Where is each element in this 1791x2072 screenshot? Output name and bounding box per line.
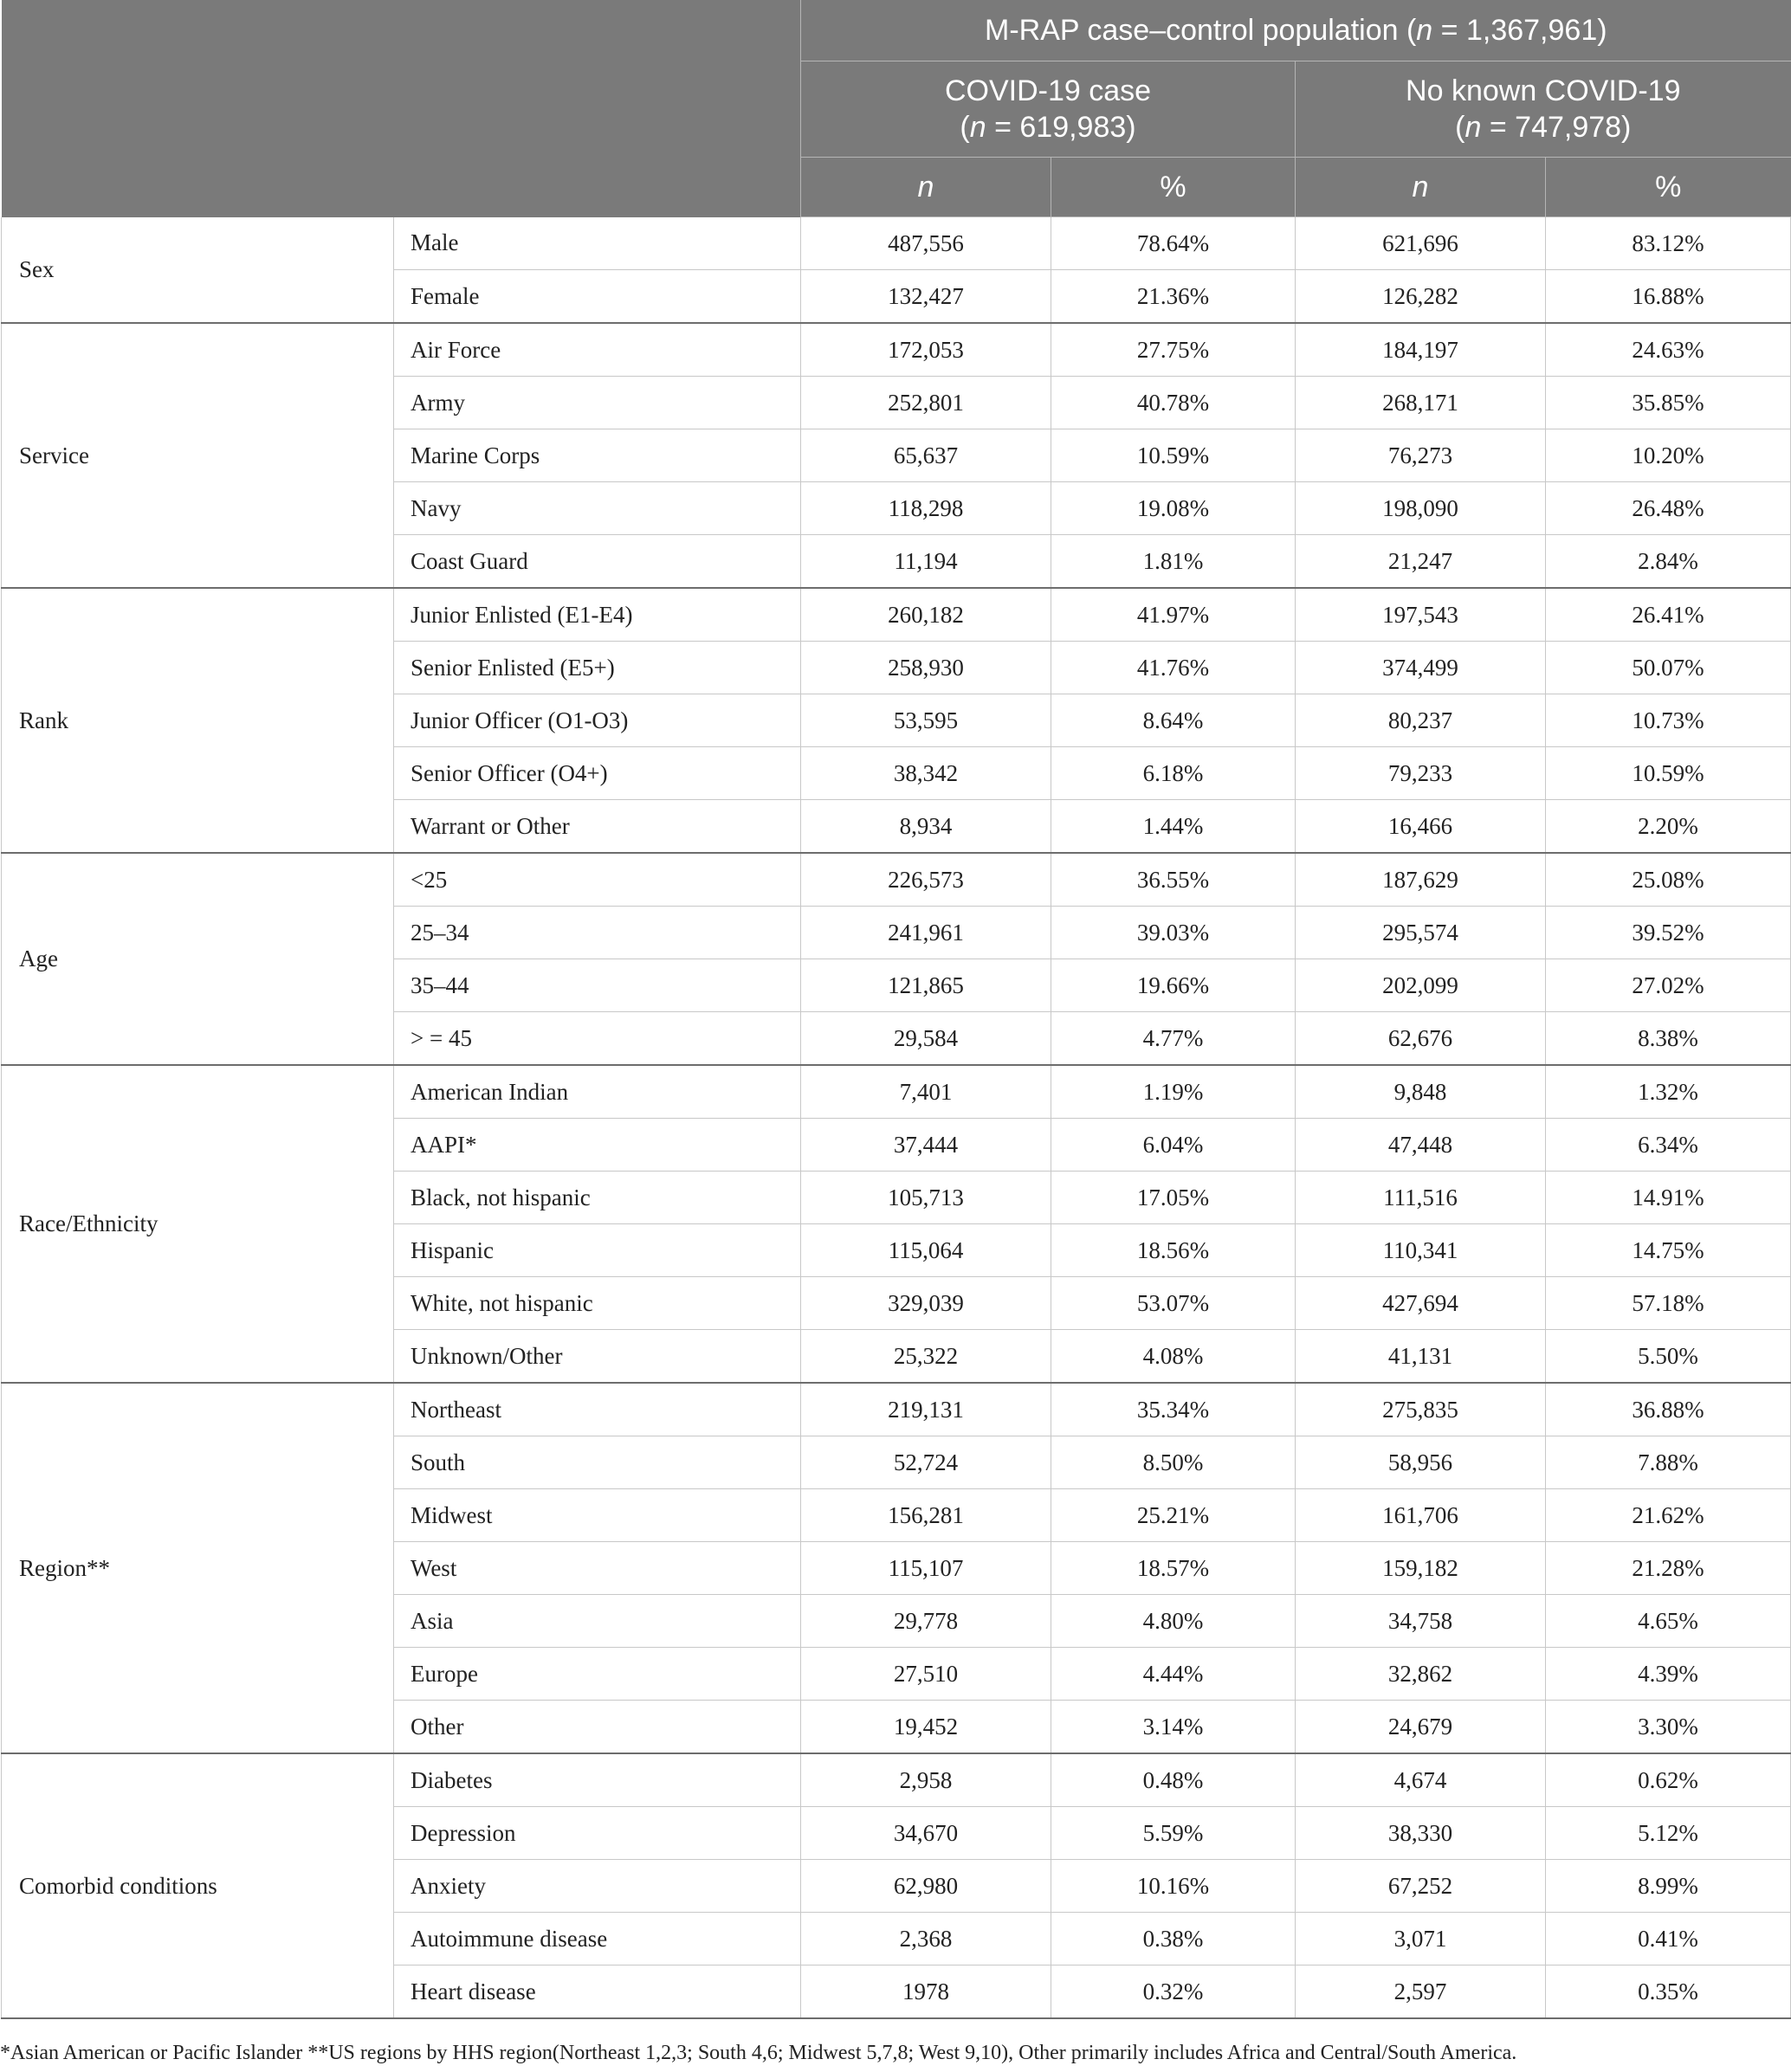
case-pct-cell: 0.48% [1051, 1753, 1296, 1807]
control-pct-cell: 4.65% [1546, 1595, 1791, 1648]
control-pct-cell: 36.88% [1546, 1383, 1791, 1436]
case-n-symbol: n [969, 111, 986, 144]
case-pct-cell: 36.55% [1051, 853, 1296, 907]
control-pct-cell: 5.12% [1546, 1807, 1791, 1860]
row-label: American Indian [394, 1065, 801, 1119]
case-n-cell: 219,131 [801, 1383, 1051, 1436]
control-pct-cell: 8.38% [1546, 1012, 1791, 1066]
control-pct-cell: 10.73% [1546, 694, 1791, 747]
row-label: > = 45 [394, 1012, 801, 1066]
control-pct-cell: 35.85% [1546, 377, 1791, 429]
case-pct-column-header: % [1051, 158, 1296, 217]
table-row [2, 1065, 1791, 1119]
case-n-cell: 226,573 [801, 853, 1051, 907]
control-n-cell: 275,835 [1296, 1383, 1546, 1436]
case-n-cell: 2,958 [801, 1753, 1051, 1807]
case-n-cell: 172,053 [801, 323, 1051, 377]
control-n-cell: 198,090 [1296, 482, 1546, 535]
population-suffix: = 1,367,961) [1432, 13, 1607, 47]
group-label: Race/Ethnicity [2, 1065, 394, 1383]
control-pct-cell: 7.88% [1546, 1436, 1791, 1489]
case-pct-cell: 0.32% [1051, 1965, 1296, 2019]
group-label: Service [2, 323, 394, 588]
demographics-table [1, 0, 1791, 2019]
control-n-cell: 16,466 [1296, 800, 1546, 854]
control-title: No known COVID-19 [1406, 74, 1681, 107]
control-n-cell: 58,956 [1296, 1436, 1546, 1489]
case-n-cell: 115,107 [801, 1542, 1051, 1595]
row-label: Autoimmune disease [394, 1913, 801, 1965]
case-n-cell: 2,368 [801, 1913, 1051, 1965]
control-group-header [1296, 61, 1791, 158]
population-n-symbol: n [1416, 13, 1433, 47]
table-header [2, 0, 1791, 217]
row-label: Warrant or Other [394, 800, 801, 854]
case-pct-cell: 40.78% [1051, 377, 1296, 429]
control-pct-cell: 1.32% [1546, 1065, 1791, 1119]
case-n-cell: 7,401 [801, 1065, 1051, 1119]
row-label: Senior Enlisted (E5+) [394, 642, 801, 694]
case-pct-cell: 8.64% [1051, 694, 1296, 747]
case-n-cell: 258,930 [801, 642, 1051, 694]
row-label: Northeast [394, 1383, 801, 1436]
case-pct-cell: 18.57% [1051, 1542, 1296, 1595]
row-label: Europe [394, 1648, 801, 1701]
population-header [801, 0, 1791, 61]
case-n-cell: 34,670 [801, 1807, 1051, 1860]
case-n-cell: 25,322 [801, 1330, 1051, 1384]
row-label: Asia [394, 1595, 801, 1648]
case-pct-cell: 53.07% [1051, 1277, 1296, 1330]
control-n-suffix: = 747,978) [1481, 111, 1632, 144]
control-n-cell: 374,499 [1296, 642, 1546, 694]
case-pct-cell: 19.08% [1051, 482, 1296, 535]
control-pct-cell: 16.88% [1546, 270, 1791, 324]
control-n-cell: 184,197 [1296, 323, 1546, 377]
control-n-cell: 268,171 [1296, 377, 1546, 429]
control-pct-cell: 25.08% [1546, 853, 1791, 907]
case-n-cell: 241,961 [801, 907, 1051, 959]
row-label: Junior Enlisted (E1-E4) [394, 588, 801, 642]
row-label: 25–34 [394, 907, 801, 959]
row-label: Navy [394, 482, 801, 535]
case-n-cell: 27,510 [801, 1648, 1051, 1701]
control-n-cell: 161,706 [1296, 1489, 1546, 1542]
case-group-header [801, 61, 1296, 158]
case-pct-cell: 4.80% [1051, 1595, 1296, 1648]
control-pct-cell: 57.18% [1546, 1277, 1791, 1330]
case-n-cell: 53,595 [801, 694, 1051, 747]
control-n-cell: 187,629 [1296, 853, 1546, 907]
case-pct-cell: 27.75% [1051, 323, 1296, 377]
control-n-cell: 80,237 [1296, 694, 1546, 747]
control-pct-cell: 2.20% [1546, 800, 1791, 854]
table-row [2, 217, 1791, 270]
control-pct-cell: 0.41% [1546, 1913, 1791, 1965]
case-n-cell: 487,556 [801, 217, 1051, 270]
control-pct-cell: 26.48% [1546, 482, 1791, 535]
case-pct-cell: 4.08% [1051, 1330, 1296, 1384]
control-n-cell: 126,282 [1296, 270, 1546, 324]
control-pct-cell: 24.63% [1546, 323, 1791, 377]
control-pct-cell: 50.07% [1546, 642, 1791, 694]
control-pct-cell: 8.99% [1546, 1860, 1791, 1913]
table-footnote: *Asian American or Pacific Islander **US regions by HHS region(Northeast 1,2,3; South 4,6; Midwest 5,7,8; West 9,10), Other primarily includes Africa and Central/South America. [0, 2042, 1517, 2064]
control-n-cell: 295,574 [1296, 907, 1546, 959]
case-n-cell: 11,194 [801, 535, 1051, 589]
table-row [2, 1753, 1791, 1807]
control-pct-cell: 0.62% [1546, 1753, 1791, 1807]
control-n-cell: 62,676 [1296, 1012, 1546, 1066]
control-n-cell: 110,341 [1296, 1224, 1546, 1277]
case-n-cell: 132,427 [801, 270, 1051, 324]
row-label: South [394, 1436, 801, 1489]
control-n-cell: 3,071 [1296, 1913, 1546, 1965]
row-label: Anxiety [394, 1860, 801, 1913]
control-pct-cell: 83.12% [1546, 217, 1791, 270]
control-n-cell: 41,131 [1296, 1330, 1546, 1384]
table-row [2, 1383, 1791, 1436]
case-pct-cell: 17.05% [1051, 1172, 1296, 1224]
case-pct-cell: 78.64% [1051, 217, 1296, 270]
case-pct-cell: 6.18% [1051, 747, 1296, 800]
control-n-cell: 111,516 [1296, 1172, 1546, 1224]
control-pct-cell: 0.35% [1546, 1965, 1791, 2019]
control-pct-cell: 5.50% [1546, 1330, 1791, 1384]
control-n-cell: 38,330 [1296, 1807, 1546, 1860]
control-n-cell: 9,848 [1296, 1065, 1546, 1119]
row-label: Diabetes [394, 1753, 801, 1807]
case-n-cell: 260,182 [801, 588, 1051, 642]
case-n-cell: 121,865 [801, 959, 1051, 1012]
case-n-cell: 37,444 [801, 1119, 1051, 1172]
group-label: Rank [2, 588, 394, 853]
row-label: West [394, 1542, 801, 1595]
control-pct-cell: 2.84% [1546, 535, 1791, 589]
table-body [2, 217, 1791, 2019]
control-n-cell: 2,597 [1296, 1965, 1546, 2019]
control-n-cell: 47,448 [1296, 1119, 1546, 1172]
row-label: Midwest [394, 1489, 801, 1542]
row-label: Marine Corps [394, 429, 801, 482]
case-pct-cell: 41.76% [1051, 642, 1296, 694]
case-n-cell: 329,039 [801, 1277, 1051, 1330]
case-n-column-header: n [801, 158, 1051, 217]
case-pct-cell: 41.97% [1051, 588, 1296, 642]
row-label: White, not hispanic [394, 1277, 801, 1330]
case-pct-cell: 3.14% [1051, 1701, 1296, 1754]
control-n-cell: 67,252 [1296, 1860, 1546, 1913]
case-pct-cell: 1.19% [1051, 1065, 1296, 1119]
case-n-cell: 52,724 [801, 1436, 1051, 1489]
control-n-symbol: n [1464, 111, 1482, 144]
row-label: Depression [394, 1807, 801, 1860]
case-pct-cell: 0.38% [1051, 1913, 1296, 1965]
group-label: Sex [2, 217, 394, 324]
control-n-cell: 24,679 [1296, 1701, 1546, 1754]
case-pct-cell: 6.04% [1051, 1119, 1296, 1172]
case-pct-cell: 39.03% [1051, 907, 1296, 959]
control-pct-cell: 10.59% [1546, 747, 1791, 800]
case-n-suffix: = 619,983) [986, 111, 1136, 144]
group-label: Age [2, 853, 394, 1065]
case-n-cell: 115,064 [801, 1224, 1051, 1277]
control-n-column-header: n [1296, 158, 1546, 217]
control-n-cell: 4,674 [1296, 1753, 1546, 1807]
row-label: Air Force [394, 323, 801, 377]
case-n-cell: 105,713 [801, 1172, 1051, 1224]
group-label: Region** [2, 1383, 394, 1753]
case-pct-cell: 5.59% [1051, 1807, 1296, 1860]
control-n-cell: 21,247 [1296, 535, 1546, 589]
control-pct-cell: 21.28% [1546, 1542, 1791, 1595]
case-n-prefix: ( [960, 111, 970, 144]
case-n-cell: 1978 [801, 1965, 1051, 2019]
case-n-cell: 38,342 [801, 747, 1051, 800]
case-n-cell: 29,778 [801, 1595, 1051, 1648]
case-n-cell: 19,452 [801, 1701, 1051, 1754]
control-pct-cell: 4.39% [1546, 1648, 1791, 1701]
population-prefix: M-RAP case–control population ( [985, 13, 1417, 47]
control-pct-cell: 27.02% [1546, 959, 1791, 1012]
case-pct-cell: 10.16% [1051, 1860, 1296, 1913]
case-pct-cell: 21.36% [1051, 270, 1296, 324]
table-row [2, 588, 1791, 642]
case-n-cell: 118,298 [801, 482, 1051, 535]
case-pct-cell: 25.21% [1051, 1489, 1296, 1542]
table-row [2, 323, 1791, 377]
case-n-cell: 65,637 [801, 429, 1051, 482]
row-label: Coast Guard [394, 535, 801, 589]
control-pct-cell: 14.75% [1546, 1224, 1791, 1277]
row-label: <25 [394, 853, 801, 907]
case-pct-cell: 1.44% [1051, 800, 1296, 854]
control-pct-cell: 39.52% [1546, 907, 1791, 959]
row-label: Female [394, 270, 801, 324]
row-label: Senior Officer (O4+) [394, 747, 801, 800]
control-pct-cell: 3.30% [1546, 1701, 1791, 1754]
case-pct-cell: 35.34% [1051, 1383, 1296, 1436]
control-pct-cell: 14.91% [1546, 1172, 1791, 1224]
case-pct-cell: 10.59% [1051, 429, 1296, 482]
row-label: Other [394, 1701, 801, 1754]
control-n-cell: 159,182 [1296, 1542, 1546, 1595]
control-pct-column-header: % [1546, 158, 1791, 217]
row-label: 35–44 [394, 959, 801, 1012]
case-n-cell: 156,281 [801, 1489, 1051, 1542]
case-pct-cell: 1.81% [1051, 535, 1296, 589]
row-label: Junior Officer (O1-O3) [394, 694, 801, 747]
row-label: Hispanic [394, 1224, 801, 1277]
control-n-cell: 197,543 [1296, 588, 1546, 642]
control-n-prefix: ( [1455, 111, 1465, 144]
case-pct-cell: 19.66% [1051, 959, 1296, 1012]
row-label: AAPI* [394, 1119, 801, 1172]
control-pct-cell: 21.62% [1546, 1489, 1791, 1542]
control-n-cell: 427,694 [1296, 1277, 1546, 1330]
table-row [2, 853, 1791, 907]
case-pct-cell: 8.50% [1051, 1436, 1296, 1489]
case-pct-cell: 18.56% [1051, 1224, 1296, 1277]
control-pct-cell: 26.41% [1546, 588, 1791, 642]
row-label: Male [394, 217, 801, 270]
case-title: COVID-19 case [944, 74, 1152, 107]
row-label: Heart disease [394, 1965, 801, 2019]
control-pct-cell: 6.34% [1546, 1119, 1791, 1172]
row-label: Unknown/Other [394, 1330, 801, 1384]
control-n-cell: 79,233 [1296, 747, 1546, 800]
group-label: Comorbid conditions [2, 1753, 394, 2018]
control-n-cell: 202,099 [1296, 959, 1546, 1012]
row-label: Black, not hispanic [394, 1172, 801, 1224]
control-n-cell: 32,862 [1296, 1648, 1546, 1701]
case-n-cell: 252,801 [801, 377, 1051, 429]
case-pct-cell: 4.77% [1051, 1012, 1296, 1066]
control-n-cell: 621,696 [1296, 217, 1546, 270]
control-pct-cell: 10.20% [1546, 429, 1791, 482]
control-n-cell: 34,758 [1296, 1595, 1546, 1648]
case-pct-cell: 4.44% [1051, 1648, 1296, 1701]
row-label: Army [394, 377, 801, 429]
case-n-cell: 8,934 [801, 800, 1051, 854]
case-n-cell: 29,584 [801, 1012, 1051, 1066]
header-corner [2, 0, 801, 217]
control-n-cell: 76,273 [1296, 429, 1546, 482]
case-n-cell: 62,980 [801, 1860, 1051, 1913]
